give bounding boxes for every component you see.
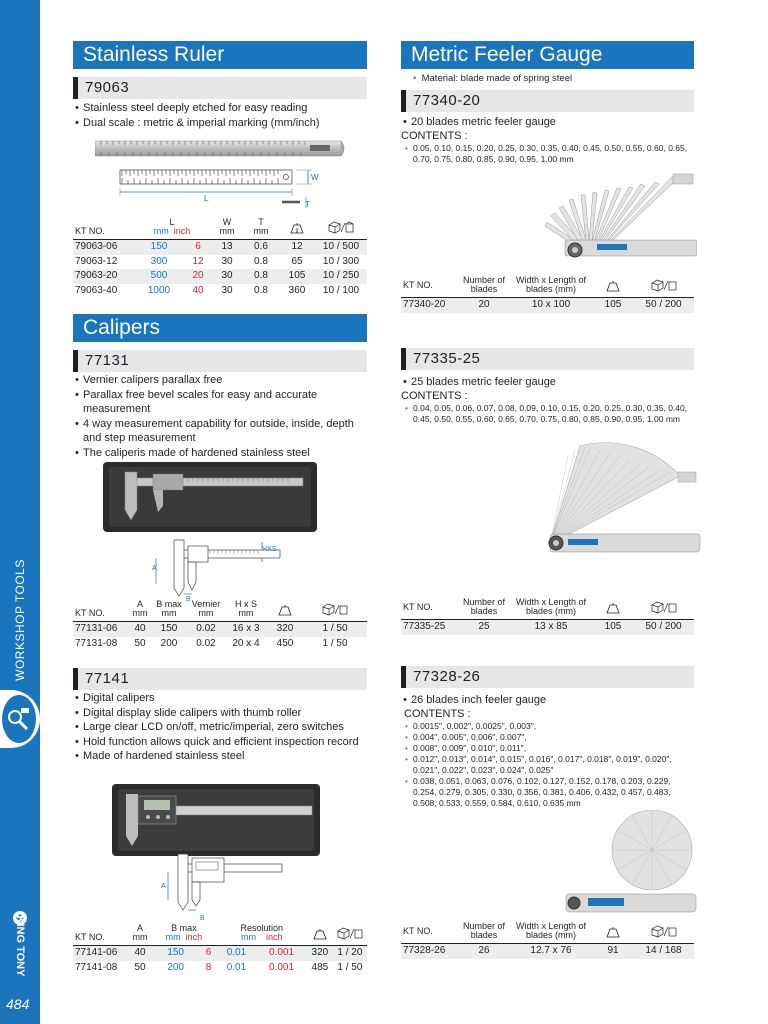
package-icon	[633, 598, 694, 620]
digital-product	[73, 668, 367, 764]
table-cell: 320	[307, 946, 333, 961]
table-cell: 77335-25	[401, 620, 459, 635]
table-cell: 105	[593, 298, 633, 313]
table-cell: 0.8	[243, 269, 279, 284]
bullet: • 20 blades metric feeler gauge	[401, 115, 694, 130]
section-title: Metric Feeler Gauge	[401, 41, 694, 69]
bullet: • Parallax free bevel scales for easy and accurate measurement	[73, 388, 367, 417]
table-cell: 40	[129, 622, 151, 637]
table-cell: 40	[192, 284, 204, 296]
table-cell: 10 x 100	[509, 298, 593, 313]
table-cell: 77328-26	[401, 944, 459, 959]
bullet: • 26 blades inch feeler gauge	[401, 693, 694, 708]
contents-list: • 0.012", 0.013", 0.014", 0.015", 0.016", 0.017", 0.018", 0.019", 0.020", 0.021", 0.022", 0.023", 0.024", 0.025"	[401, 754, 694, 776]
ruler-spec-table: KT NO. L mm inch W mm T mm g 79063-06 150 6 13 0.6 12 10 / 500 79063-12 300 12 30 0.8 65 10 / 300 79063-20 500 20 30 0.8 105 10 / 250 79063-40 1000 40 30 0.8 360 10 / 100	[73, 218, 367, 298]
table-cell: 0.001	[256, 946, 307, 961]
table-row	[73, 284, 367, 299]
ruler-image	[95, 140, 347, 158]
ruler-diagram	[118, 166, 333, 211]
table-cell: 13 x 85	[509, 620, 593, 635]
contents-label: CONTENTS :	[404, 707, 471, 720]
table-cell: 91	[593, 944, 633, 959]
table-cell: 1 / 50	[337, 961, 363, 973]
table-row	[401, 298, 694, 313]
table-cell: 79063-12	[75, 255, 118, 267]
g2-spec-table: KT NO. Number of blades Width x Length of blades (mm) 77335-25 25 13 x 85 105 50 / 200	[401, 598, 694, 635]
table-cell: 12.7 x 76	[509, 944, 593, 959]
table-cell: 25	[459, 620, 509, 635]
feeler-gauge-77340	[401, 90, 694, 165]
dim-label-a: A	[152, 565, 157, 572]
table-row	[73, 622, 367, 637]
contents-list: • 0.038, 0.051, 0.063, 0.076, 0.102, 0.127, 0.152, 0.178, 0.203, 0.229, 0.254, 0.279, 0.305, 0.330, 0.356, 0.381, 0.406, 0.432, 0.457, 0.483, 0.508, 0.533, 0.559, 0.584, 0.610, 0.635 mm	[401, 776, 694, 809]
weight-icon	[593, 276, 633, 298]
model-number: 77141	[73, 668, 367, 690]
table-cell: 1000	[147, 284, 171, 296]
table-cell: 6	[185, 240, 211, 255]
feeler-gauge-image-2	[540, 436, 702, 560]
table-cell: 50 / 200	[633, 620, 694, 635]
tools-icon	[0, 690, 40, 748]
table-cell: 79063-20	[73, 269, 133, 284]
feeler-gauge-section	[401, 41, 694, 85]
vernier-spec-table: KT NO. A mm B max mm Vernier mm H x S mm 77131-06 40 150 0.02 16 x 3 320 1 / 50 77131-08 50 200 0.02 20 x 4 450 1 / 50	[73, 600, 367, 651]
section-label: WORKSHOP TOOLS	[13, 559, 27, 681]
table-cell: 105	[593, 620, 633, 635]
table-row	[73, 637, 367, 652]
feeler-gauge-image-1	[535, 170, 697, 268]
table-cell: 30	[221, 255, 233, 267]
table-cell: 50 / 200	[633, 298, 694, 313]
package-icon	[333, 924, 367, 946]
contents-list: • 0.004", 0.005", 0.006", 0.007",	[401, 732, 694, 743]
bullet: • Digital calipers	[73, 691, 367, 706]
digital-caliper-diagram	[160, 850, 285, 922]
table-cell: 0.02	[187, 622, 225, 637]
contents-label: CONTENTS :	[401, 389, 468, 402]
table-row	[401, 944, 694, 959]
section-title: Calipers	[73, 314, 367, 342]
digital-spec-table: KT NO. A mm B max mm inch Resolution mm inch 77141-06 40 150 6 0.01 0.001 320 1 / 20 77141-08 50 200 8 0.01 0.001 485 1 / 50	[73, 924, 367, 975]
table-cell: 26	[459, 944, 509, 959]
table-cell: 0.02	[196, 637, 216, 649]
weight-icon	[593, 922, 633, 944]
vernier-product	[73, 350, 367, 460]
table-cell: 1 / 20	[333, 946, 367, 961]
material-note: • Material: blade made of spring steel	[413, 73, 573, 84]
bullet: • Vernier calipers parallax free	[73, 373, 367, 388]
weight-icon	[279, 218, 315, 240]
stainless-ruler-section	[73, 41, 367, 69]
bullet: • Large clear LCD on/off, metric/imperial, zero switches	[73, 720, 367, 735]
table-cell: 150	[151, 946, 200, 961]
table-cell: 65	[291, 255, 303, 267]
bullet: • Digital display slide calipers with thumb roller	[73, 706, 367, 721]
dim-label-w: W	[311, 173, 319, 182]
table-cell: 50	[134, 637, 146, 649]
calipers-section	[73, 314, 367, 342]
table-cell: 13	[211, 240, 243, 255]
table-cell: 6	[200, 946, 216, 961]
digital-caliper-case-image	[112, 784, 320, 856]
bullet: • Made of hardened stainless steel	[73, 749, 367, 764]
table-cell: 500	[133, 269, 185, 284]
package-icon	[633, 922, 694, 944]
table-row	[73, 961, 367, 976]
sidebar	[0, 0, 40, 1024]
table-cell: 0.8	[254, 284, 268, 296]
ruler-product	[73, 77, 367, 130]
dim-label-t: T	[305, 200, 310, 209]
contents-list: • 0.05, 0.10, 0.15, 0.20, 0.25, 0.30, 0.35, 0.40, 0.45, 0.50, 0.55, 0.60, 0.65, 0.70, 0.75, 0.80, 0.85, 0.90, 0.95, 1.00 mm	[401, 143, 694, 165]
table-cell: 30	[221, 284, 233, 296]
brand-logo: KING TONY	[6, 912, 34, 980]
model-number: 77335-25	[401, 348, 694, 370]
vernier-caliper-case-image	[103, 462, 317, 532]
dim-label-b: B	[186, 596, 191, 602]
contents-list: • 0.0015", 0.002", 0.0025", 0.003",	[401, 721, 694, 732]
feeler-gauge-image-3	[562, 810, 698, 920]
header-kt: KT NO.	[73, 218, 133, 240]
table-cell: 77141-08	[75, 961, 118, 973]
contents-label: CONTENTS :	[401, 129, 468, 142]
table-cell: 200	[160, 637, 178, 649]
bullet: • 4 way measurement capability for outside, inside, depth and step measurement	[73, 417, 367, 446]
table-cell: 14 / 168	[633, 944, 694, 959]
table-cell: 77340-20	[401, 298, 459, 313]
table-cell: 12	[192, 255, 204, 267]
g3-spec-table: KT NO. Number of blades Width x Length of blades (mm) 77328-26 26 12.7 x 76 91 14 / 168	[401, 922, 694, 959]
table-cell: 300	[150, 255, 168, 267]
table-cell: 0.001	[269, 961, 295, 973]
table-cell: 150	[151, 622, 187, 637]
table-cell: 16 x 3	[225, 622, 267, 637]
dim-label-l: L	[204, 194, 209, 203]
dim-label-a: A	[161, 883, 166, 890]
table-cell: 1 / 50	[322, 637, 348, 649]
bullet: • Stainless steel deeply etched for easy reading	[73, 101, 367, 116]
table-cell: 0.01	[226, 961, 247, 973]
table-cell: 0.6	[243, 240, 279, 255]
table-cell: 320	[267, 622, 303, 637]
table-row	[401, 620, 694, 635]
dim-label-b: B	[200, 915, 205, 922]
table-cell: 200	[167, 961, 184, 973]
section-title: Stainless Ruler	[73, 41, 367, 69]
weight-icon	[307, 924, 333, 946]
package-icon	[315, 218, 367, 240]
table-cell: 0.8	[254, 255, 268, 267]
page-number: 484	[6, 996, 30, 1012]
table-cell: 485	[311, 961, 329, 973]
table-cell: 150	[133, 240, 185, 255]
table-row	[73, 240, 367, 255]
table-row	[73, 269, 367, 284]
package-icon	[633, 276, 694, 298]
bullet: • The caliperis made of hardened stainless steel	[73, 446, 367, 461]
model-number: 77328-26	[401, 666, 694, 688]
table-cell: 1 / 50	[303, 622, 367, 637]
weight-icon	[593, 598, 633, 620]
table-cell: 105	[279, 269, 315, 284]
svg-text:g: g	[295, 227, 299, 234]
table-cell: 360	[288, 284, 306, 296]
table-cell: 450	[276, 637, 294, 649]
contents-list: • 0.04, 0.05, 0.06, 0.07, 0.08, 0.09, 0.10, 0.15, 0.20, 0.25, 0.30, 0.35, 0.40, 0.45, 0.50, 0.55, 0.60, 0.65, 0.70, 0.75, 0.80, 0.85, 0.90, 0.95, 1.00 mm	[401, 403, 694, 425]
table-cell: 8	[205, 961, 212, 973]
table-cell: 77141-06	[73, 946, 129, 961]
table-cell: 77131-06	[73, 622, 129, 637]
table-cell: 40	[129, 946, 151, 961]
bullet: • Hold function allows quick and efficient inspection record	[73, 735, 367, 750]
table-cell: 30	[211, 269, 243, 284]
g1-spec-table: KT NO. Number of blades Width x Length of blades (mm) 77340-20 20 10 x 100 105 50 / 200	[401, 276, 694, 313]
model-number: 79063	[73, 77, 367, 99]
table-cell: 10 / 300	[322, 255, 360, 267]
table-cell: 10 / 100	[322, 284, 360, 296]
table-row	[73, 946, 367, 961]
model-number: 77340-20	[401, 90, 694, 112]
table-cell: 10 / 500	[315, 240, 367, 255]
feeler-gauge-77328	[401, 666, 694, 809]
feeler-gauge-77335	[401, 348, 694, 425]
model-number: 77131	[73, 350, 367, 372]
table-cell: 20 x 4	[232, 637, 260, 649]
table-cell: 20	[185, 269, 211, 284]
table-cell: 77131-08	[75, 637, 118, 649]
contents-list: • 0.008", 0.009", 0.010", 0.011",	[401, 743, 694, 754]
weight-icon	[267, 600, 303, 622]
dim-label-hxs: HXS	[262, 546, 277, 553]
table-cell: 50	[134, 961, 146, 973]
table-cell: 0.01	[217, 946, 256, 961]
table-cell: 12	[279, 240, 315, 255]
table-row	[73, 255, 367, 270]
bullet: • Dual scale : metric & imperial marking (mm/inch)	[73, 116, 367, 131]
bullet: • 25 blades metric feeler gauge	[401, 375, 694, 390]
table-cell: 10 / 250	[315, 269, 367, 284]
table-cell: 79063-06	[73, 240, 133, 255]
vernier-caliper-diagram	[150, 532, 285, 602]
table-cell: 20	[459, 298, 509, 313]
package-icon	[303, 600, 367, 622]
table-cell: 79063-40	[75, 284, 118, 296]
